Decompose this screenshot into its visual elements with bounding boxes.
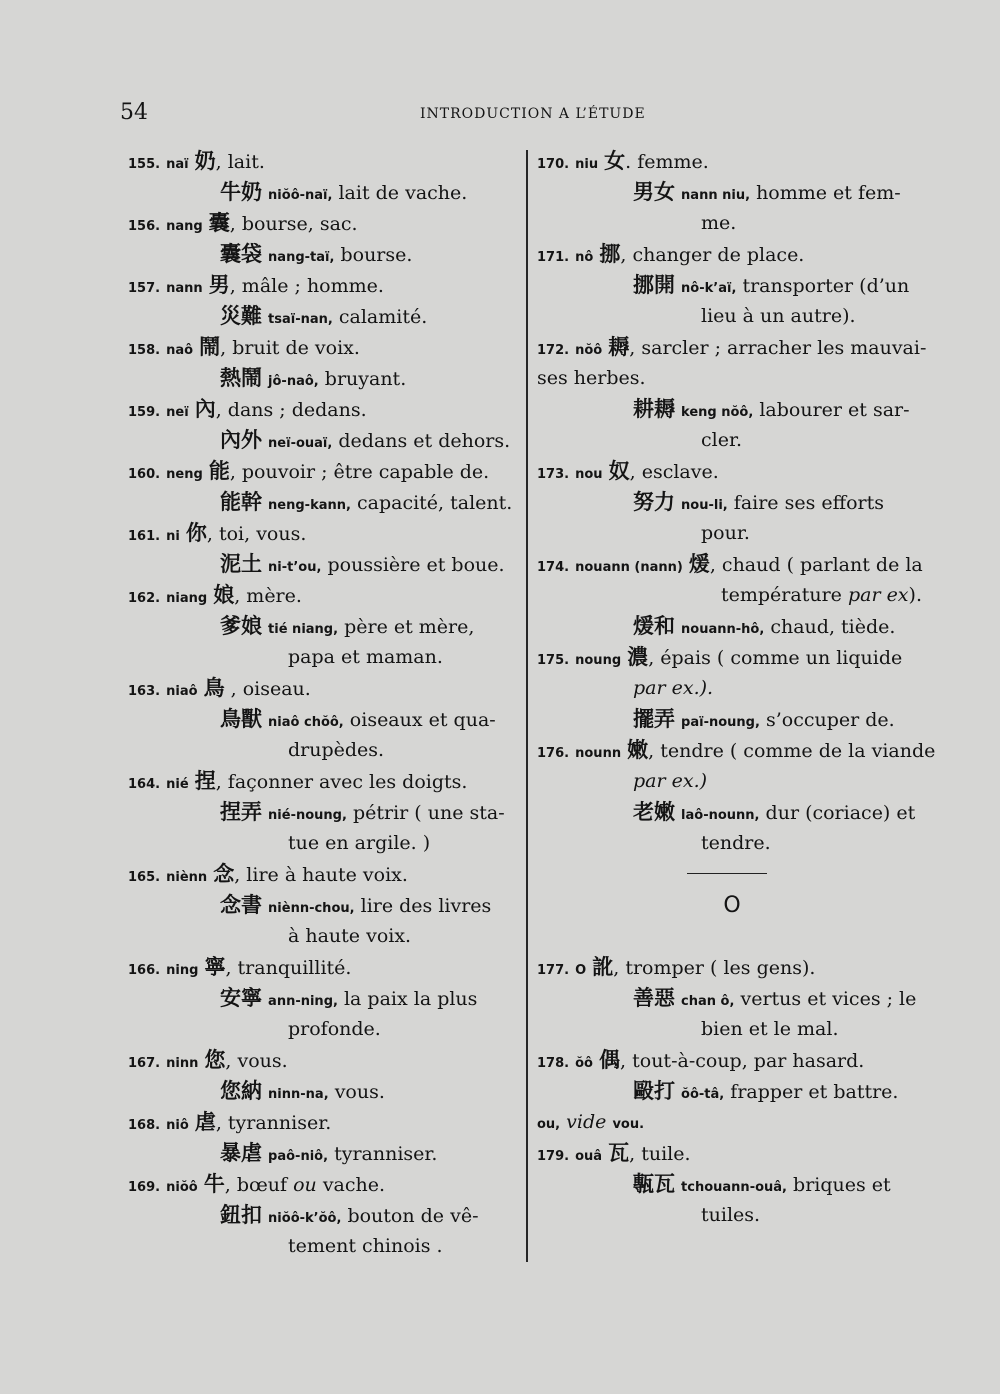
definition: , toi, vous.	[206, 523, 307, 545]
romanization: paô-niô,	[268, 1149, 329, 1164]
romanization: nann niu,	[681, 188, 751, 203]
definition: , esclave.	[629, 461, 719, 483]
romanization: ning	[166, 963, 199, 978]
xref-vide: vide	[566, 1111, 607, 1133]
continuation-line	[537, 766, 937, 797]
romanization: tchouann-ouâ,	[681, 1180, 787, 1195]
romanization: nou-li,	[681, 498, 728, 513]
romanization: paï-noung,	[681, 715, 760, 730]
romanization: ni	[166, 529, 180, 544]
entry-line	[128, 394, 520, 425]
compound-line	[128, 177, 520, 208]
definition: , tromper ( les gens).	[613, 957, 816, 979]
chinese-compound: 熱鬧	[220, 366, 262, 390]
definition: , bourse, sac.	[229, 213, 358, 235]
entry-line	[128, 332, 520, 363]
romanization: nié	[166, 777, 189, 792]
romanization: niô	[166, 1118, 189, 1133]
definition: , pouvoir ; être capable de.	[229, 461, 490, 483]
right-column	[537, 146, 937, 1231]
entry-number: 159.	[128, 405, 161, 420]
continuation-line	[128, 735, 520, 766]
romanization: tié niang,	[268, 622, 339, 637]
chinese-compound: 鈕扣	[220, 1203, 262, 1227]
continuation-line	[537, 1200, 937, 1231]
chinese-compound: 您納	[220, 1079, 262, 1103]
romanization: ŏô-tâ,	[681, 1087, 725, 1102]
compound-line	[537, 797, 937, 828]
definition: , tyranniser.	[215, 1112, 332, 1134]
chinese-character: 念	[213, 862, 235, 886]
continuation-text: cler.	[701, 429, 742, 451]
entry-number: 173.	[537, 467, 570, 482]
chinese-compound: 挪開	[633, 273, 675, 297]
definition: , mâle ; homme.	[229, 275, 384, 297]
chinese-character: 捏	[194, 769, 216, 793]
entry-line	[537, 735, 937, 766]
entry-number: 161.	[128, 529, 161, 544]
definition: . femme.	[625, 151, 709, 173]
compound-line	[128, 301, 520, 332]
continuation-text-end: ).	[908, 584, 922, 606]
section-letter: O	[723, 893, 741, 918]
entry-number: 178.	[537, 1056, 570, 1071]
definition: frapper et battre.	[730, 1081, 899, 1103]
continuation-text: tendre.	[701, 832, 771, 854]
definition: , tuile.	[629, 1143, 691, 1165]
romanization: neï-ouaï,	[268, 436, 333, 451]
entry-line	[128, 580, 520, 611]
definition: faire ses efforts	[733, 492, 885, 514]
running-title: INTRODUCTION A L’ÉTUDE	[420, 106, 646, 122]
chinese-compound: 爹娘	[220, 614, 262, 638]
romanization: nô	[575, 250, 594, 265]
romanization: nang	[166, 219, 203, 234]
entry-number: 162.	[128, 591, 161, 606]
chinese-compound: 捏弄	[220, 800, 262, 824]
entry-number: 155.	[128, 157, 161, 172]
definition: pétrir ( une sta-	[352, 802, 505, 824]
romanization: niènn	[166, 870, 208, 885]
entry-number: 165.	[128, 870, 161, 885]
romanization: ninn-na,	[268, 1087, 329, 1102]
chinese-compound: 災難	[220, 304, 262, 328]
entry-line	[537, 1138, 937, 1169]
entry-line	[537, 239, 937, 270]
entry-number: 168.	[128, 1118, 161, 1133]
romanization: keng nŏô,	[681, 405, 754, 420]
definition: chaud, tiède.	[770, 616, 896, 638]
cross-reference	[537, 1107, 937, 1138]
definition: , dans ; dedans.	[215, 399, 367, 421]
romanization: naï	[166, 157, 189, 172]
continuation-line	[537, 518, 937, 549]
chinese-character: 鳥	[203, 676, 225, 700]
romanization: neng-kann,	[268, 498, 351, 513]
chinese-compound: 囊袋	[220, 242, 262, 266]
chinese-compound: 鳥獸	[220, 707, 262, 731]
page-number: 54	[120, 100, 148, 125]
chinese-character: 嫩	[627, 738, 649, 762]
compound-line	[537, 487, 937, 518]
compound-line	[537, 270, 937, 301]
chinese-character: 奴	[608, 459, 630, 483]
definition: bruyant.	[324, 368, 407, 390]
definition: , vous.	[225, 1050, 288, 1072]
continuation-line	[537, 828, 937, 859]
romanization: niu	[575, 157, 599, 172]
continuation-text: température	[721, 584, 848, 606]
definition: oiseaux et qua-	[349, 709, 496, 731]
chinese-character: 您	[204, 1048, 226, 1072]
compound-line	[537, 704, 937, 735]
romanization: nou	[575, 467, 603, 482]
chinese-compound: 牛奶	[220, 180, 262, 204]
definition: , lait.	[215, 151, 265, 173]
chinese-character: 奶	[194, 149, 216, 173]
romanization: ŏô	[575, 1056, 593, 1071]
chinese-character: 煖	[688, 552, 710, 576]
continuation-line	[537, 208, 937, 239]
entry-number: 177.	[537, 963, 570, 978]
romanization: nouann-hô,	[681, 622, 765, 637]
entry-number: 175.	[537, 653, 570, 668]
romanization: naô	[166, 343, 194, 358]
definition: dur (coriace) et	[765, 802, 916, 824]
definition: , changer de place.	[620, 244, 805, 266]
romanization: O	[575, 963, 587, 978]
entry-line	[128, 456, 520, 487]
continuation-line	[128, 1014, 520, 1045]
xref-word: ou,	[537, 1117, 561, 1132]
chinese-character: 瓦	[608, 1141, 630, 1165]
compound-line	[537, 177, 937, 208]
romanization: nang-taï,	[268, 250, 335, 265]
romanization: neng	[166, 467, 203, 482]
continuation-text: me.	[701, 212, 737, 234]
entry-line	[537, 952, 937, 983]
chinese-character: 女	[604, 149, 626, 173]
definition: , oiseau.	[224, 678, 311, 700]
romanization: ouâ	[575, 1149, 603, 1164]
definition: , bruit de voix.	[220, 337, 360, 359]
entry-number: 156.	[128, 219, 161, 234]
continuation-line	[537, 580, 937, 611]
entry-line	[537, 456, 937, 487]
definition: transporter (d’un	[742, 275, 910, 297]
entry-number: 169.	[128, 1180, 161, 1195]
chinese-compound: 老嫩	[633, 800, 675, 824]
definition: homme et fem-	[756, 182, 901, 204]
continuation-text: lieu à un autre).	[701, 305, 856, 327]
entry-number: 172.	[537, 343, 570, 358]
romanization: nouann (nann)	[575, 560, 683, 575]
continuation-text: papa et maman.	[288, 646, 443, 668]
definition-rest: vache.	[316, 1174, 386, 1196]
chinese-compound: 擺弄	[633, 707, 675, 731]
italic-continuation: par ex.).	[633, 677, 714, 699]
chinese-character: 寧	[204, 955, 226, 979]
chinese-compound: 煖和	[633, 614, 675, 638]
chinese-character: 耨	[608, 335, 630, 359]
continuation-text: tuiles.	[701, 1204, 761, 1226]
chinese-character: 虐	[194, 1110, 216, 1134]
chinese-character: 你	[185, 521, 207, 545]
definition: , tendre ( comme de la viande	[648, 740, 936, 762]
left-column	[128, 146, 520, 1262]
compound-line	[537, 983, 937, 1014]
definition: lait de vache.	[338, 182, 468, 204]
italic-word: ou	[293, 1174, 317, 1196]
continuation-line	[128, 642, 520, 673]
definition: calamité.	[338, 306, 428, 328]
romanization: niaô	[166, 684, 198, 699]
continuation-line	[128, 828, 520, 859]
compound-line	[128, 797, 520, 828]
entry-line	[128, 1107, 520, 1138]
entry-number: 158.	[128, 343, 161, 358]
xref-target: vou.	[612, 1117, 645, 1132]
chinese-compound: 內外	[220, 428, 262, 452]
chinese-character: 能	[208, 459, 230, 483]
compound-line	[128, 704, 520, 735]
romanization: ninn	[166, 1056, 199, 1071]
entry-number: 163.	[128, 684, 161, 699]
rule	[687, 873, 767, 874]
chinese-character: 娘	[213, 583, 235, 607]
entry-number: 174.	[537, 560, 570, 575]
chinese-compound: 努力	[633, 490, 675, 514]
definition: , épais ( comme un liquide	[648, 647, 903, 669]
entry-line	[128, 146, 520, 177]
compound-line	[128, 983, 520, 1014]
continuation-text: profonde.	[288, 1018, 381, 1040]
entry-line	[128, 766, 520, 797]
chinese-compound: 安寧	[220, 986, 262, 1010]
compound-line	[128, 890, 520, 921]
chinese-compound: 毆打	[633, 1079, 675, 1103]
italic-continuation: par ex.)	[633, 770, 708, 792]
chinese-compound: 念書	[220, 893, 262, 917]
entry-number: 176.	[537, 746, 570, 761]
chinese-compound: 男女	[633, 180, 675, 204]
romanization: jô-naô,	[268, 374, 319, 389]
romanization: niŏô-k’ŏô,	[268, 1211, 342, 1226]
section-rule	[537, 859, 937, 890]
definition: père et mère,	[344, 616, 475, 638]
entry-line	[537, 1045, 937, 1076]
definition: , tout-à-coup, par hasard.	[620, 1050, 865, 1072]
definition: lire des livres	[360, 895, 492, 917]
entry-line	[128, 1169, 520, 1200]
definition: , tranquillité.	[225, 957, 352, 979]
definition: , façonner avec les doigts.	[215, 771, 468, 793]
continuation-line	[537, 425, 937, 456]
entry-number: 167.	[128, 1056, 161, 1071]
continuation-text: tue en argile. )	[288, 832, 431, 854]
definition: la paix la plus	[343, 988, 478, 1010]
entry-line	[128, 952, 520, 983]
romanization: nann	[166, 281, 203, 296]
definition: tyranniser.	[334, 1143, 438, 1165]
compound-line	[128, 1138, 520, 1169]
compound-line	[128, 1076, 520, 1107]
compound-line	[128, 363, 520, 394]
chinese-compound: 甎瓦	[633, 1172, 675, 1196]
entry-line	[128, 673, 520, 704]
entry-line	[537, 642, 937, 673]
romanization: niŏô-naï,	[268, 188, 333, 203]
chinese-compound: 暴虐	[220, 1141, 262, 1165]
definition: , bœuf	[224, 1174, 294, 1196]
entry-number: 164.	[128, 777, 161, 792]
definition: capacité, talent.	[357, 492, 513, 514]
romanization: niŏô	[166, 1180, 198, 1195]
continuation-line	[537, 363, 937, 394]
continuation-text: tement chinois .	[288, 1235, 443, 1257]
entry-number: 179.	[537, 1149, 570, 1164]
continuation-text: à haute voix.	[288, 925, 412, 947]
entry-line	[128, 208, 520, 239]
chinese-compound: 能幹	[220, 490, 262, 514]
definition: vertus et vices ; le	[740, 988, 917, 1010]
compound-line	[537, 1076, 937, 1107]
definition: poussière et boue.	[327, 554, 505, 576]
entry-number: 157.	[128, 281, 161, 296]
continuation-text: pour.	[701, 522, 750, 544]
chinese-character: 鬧	[199, 335, 221, 359]
continuation-text: bien et le mal.	[701, 1018, 839, 1040]
chinese-character: 偶	[599, 1048, 621, 1072]
entry-line	[537, 549, 937, 580]
continuation-line	[537, 301, 937, 332]
definition: dedans et dehors.	[338, 430, 511, 452]
italic-word: par ex	[847, 584, 909, 606]
compound-line	[128, 549, 520, 580]
definition: bourse.	[340, 244, 413, 266]
entry-number: 166.	[128, 963, 161, 978]
entry-line	[128, 270, 520, 301]
continuation-line	[128, 921, 520, 952]
chinese-character: 內	[194, 397, 216, 421]
chinese-character: 男	[208, 273, 230, 297]
chinese-character: 訛	[592, 955, 614, 979]
continuation-line	[537, 1014, 937, 1045]
romanization: ni-t’ou,	[268, 560, 322, 575]
continuation-text: drupèdes.	[288, 739, 385, 761]
romanization: niang	[166, 591, 208, 606]
compound-line	[537, 611, 937, 642]
entry-number: 171.	[537, 250, 570, 265]
romanization: nié-noung,	[268, 808, 347, 823]
definition: , mère.	[234, 585, 302, 607]
chinese-compound: 善惡	[633, 986, 675, 1010]
entry-line	[537, 146, 937, 177]
definition: , lire à haute voix.	[234, 864, 408, 886]
romanization: chan ô,	[681, 994, 735, 1009]
chinese-character: 濃	[627, 645, 649, 669]
chinese-character: 牛	[203, 1172, 225, 1196]
chinese-character: 挪	[599, 242, 621, 266]
definition: , chaud ( parlant de la	[709, 554, 923, 576]
romanization: nô-k’aï,	[681, 281, 737, 296]
definition: , sarcler ; arracher les mauvai-	[629, 337, 927, 359]
romanization: neï	[166, 405, 189, 420]
entry-line	[128, 518, 520, 549]
compound-line	[128, 1200, 520, 1231]
romanization: noung	[575, 653, 622, 668]
compound-line	[128, 239, 520, 270]
romanization: ann-ning,	[268, 994, 338, 1009]
chinese-compound: 泥土	[220, 552, 262, 576]
romanization: nŏô	[575, 343, 603, 358]
spacer	[537, 921, 937, 952]
romanization: laô-nounn,	[681, 808, 760, 823]
romanization: tsaï-nan,	[268, 312, 333, 327]
continuation-line	[537, 673, 937, 704]
chinese-character: 囊	[208, 211, 230, 235]
romanization: nounn	[575, 746, 622, 761]
chinese-compound: 耕耨	[633, 397, 675, 421]
definition: briques et	[793, 1174, 891, 1196]
compound-line	[537, 394, 937, 425]
compound-line	[128, 487, 520, 518]
entry-line	[537, 332, 937, 363]
definition: s’occuper de.	[765, 709, 895, 731]
romanization: niaô chŏô,	[268, 715, 344, 730]
entry-line	[128, 859, 520, 890]
entry-line	[128, 1045, 520, 1076]
definition: vous.	[334, 1081, 385, 1103]
column-divider	[526, 150, 528, 1262]
entry-number: 160.	[128, 467, 161, 482]
compound-line	[128, 425, 520, 456]
continuation-text: ses herbes.	[537, 367, 646, 389]
compound-line	[537, 1169, 937, 1200]
entry-number: 170.	[537, 157, 570, 172]
compound-line	[128, 611, 520, 642]
definition: bouton de vê-	[347, 1205, 479, 1227]
romanization: niènn-chou,	[268, 901, 355, 916]
definition: labourer et sar-	[759, 399, 910, 421]
continuation-line	[128, 1231, 520, 1262]
